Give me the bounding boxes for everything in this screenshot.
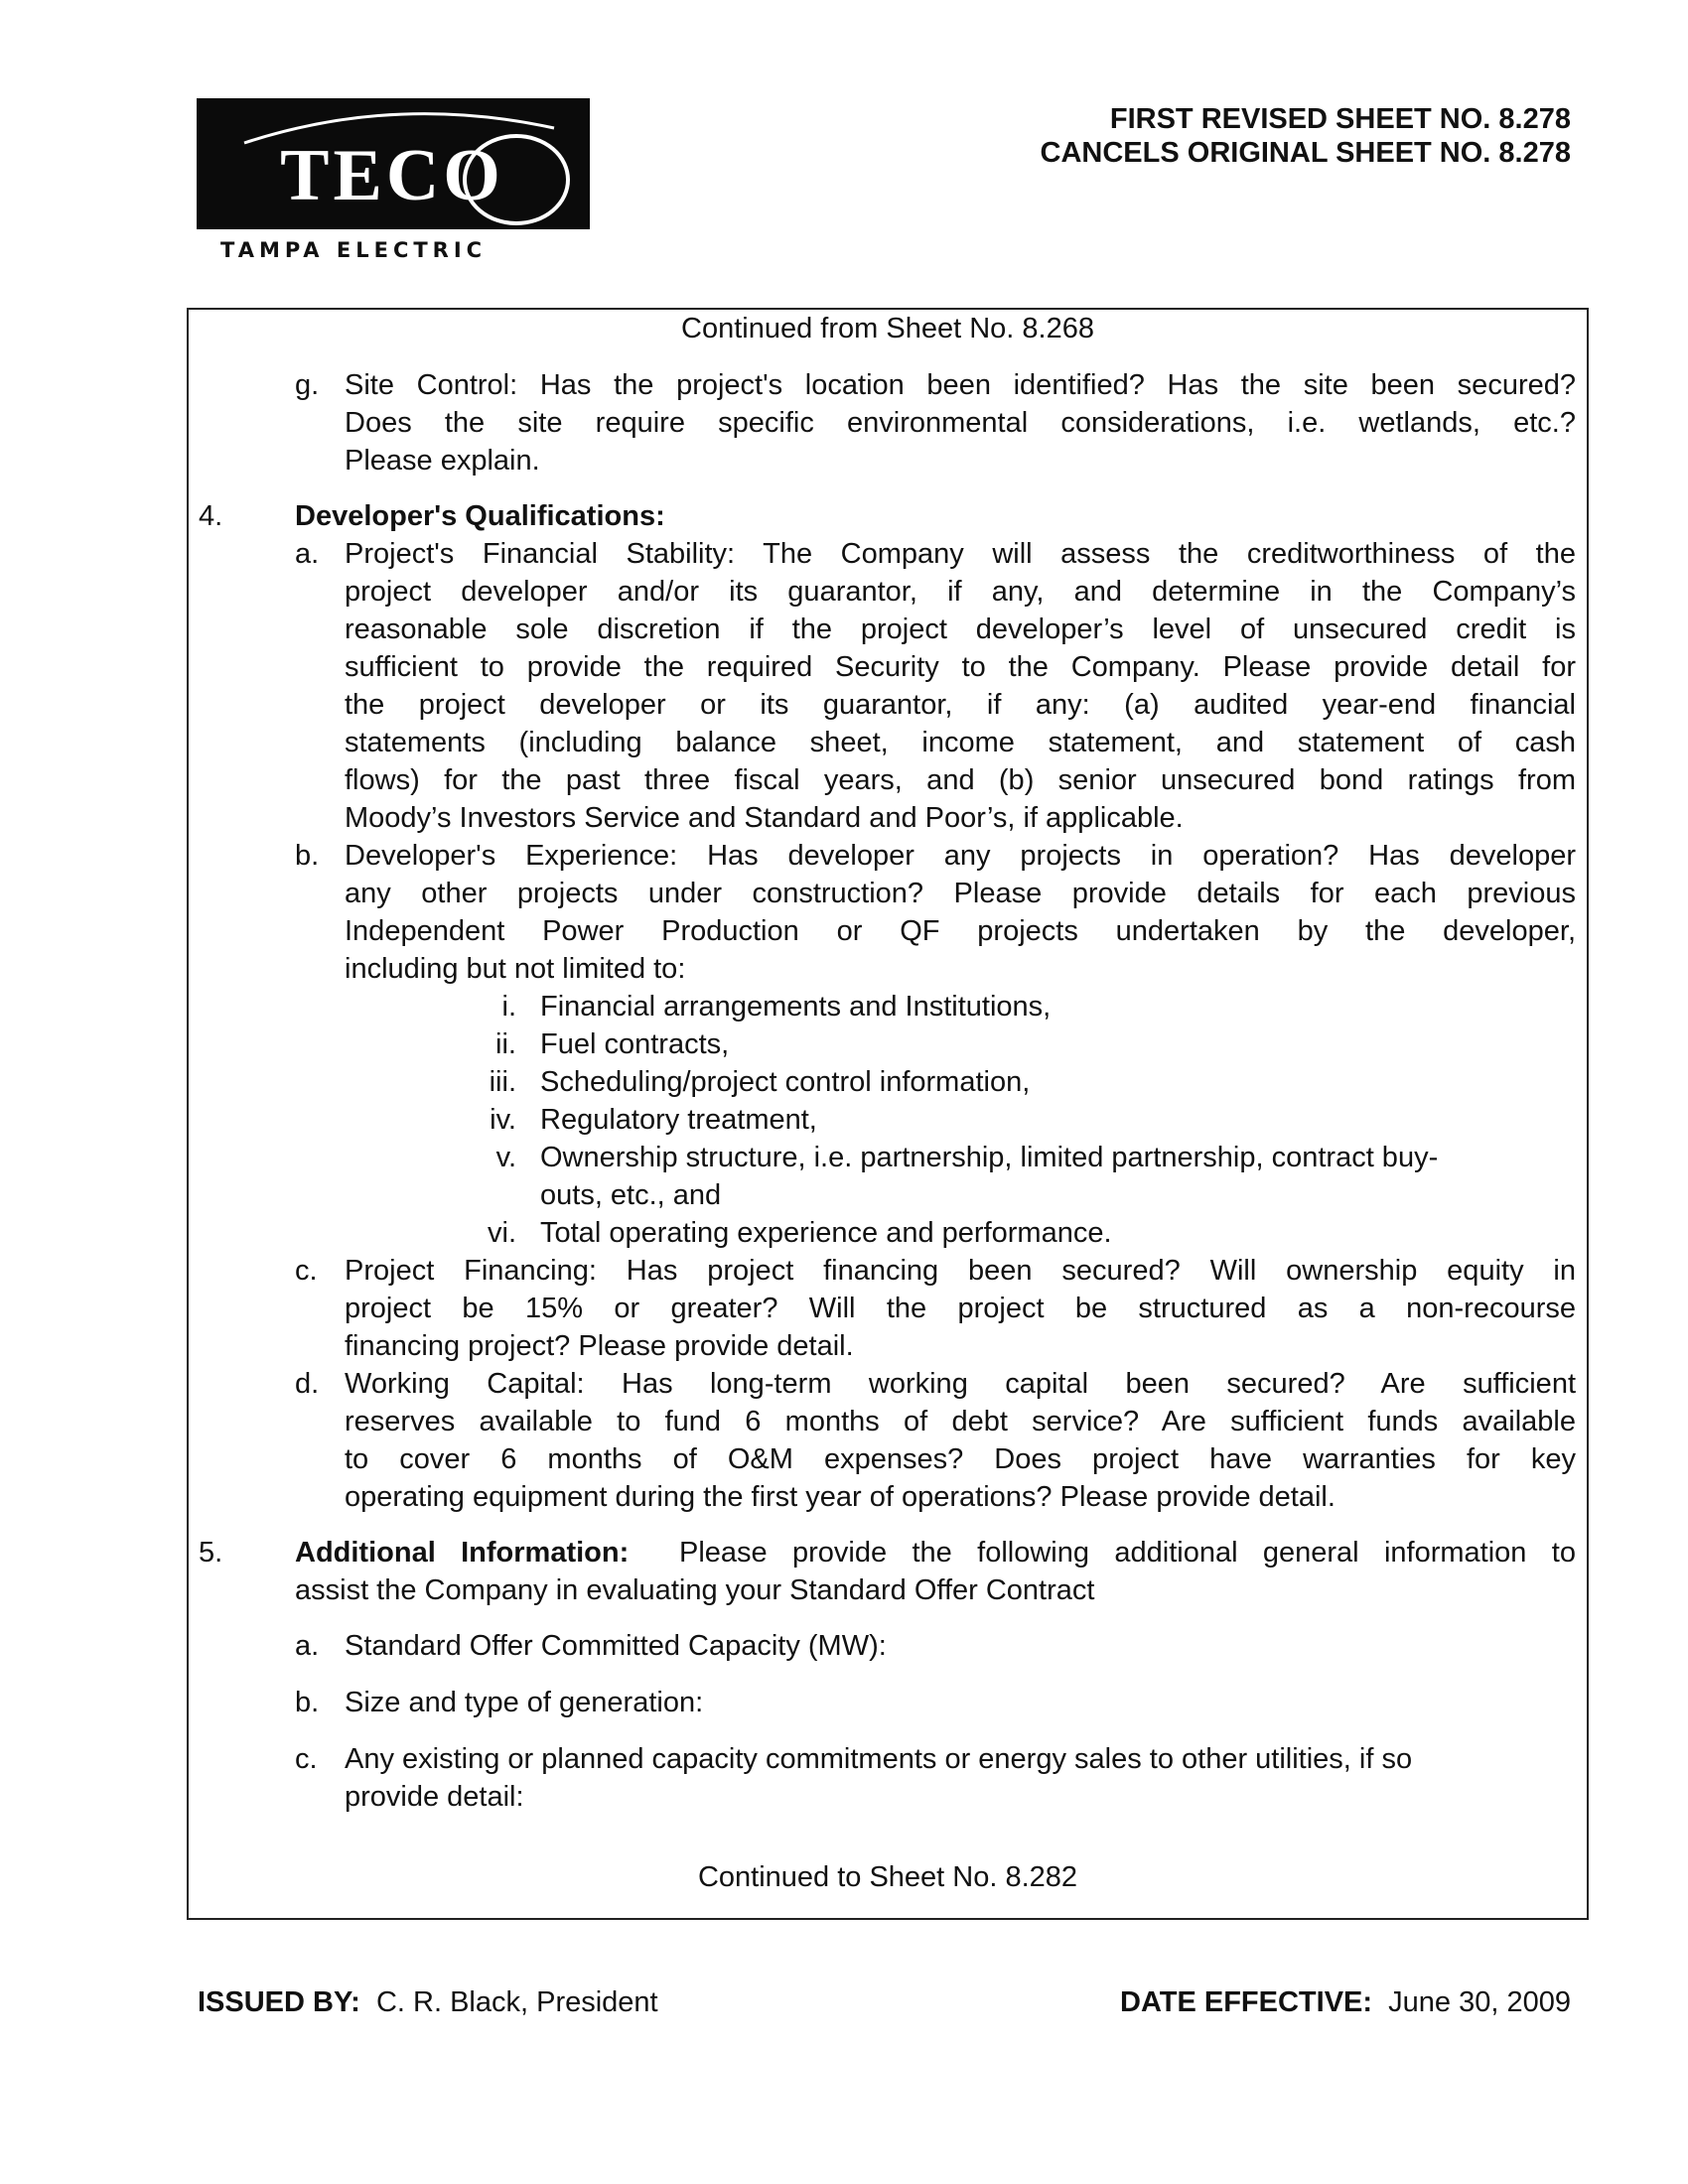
- roman-item-text: Financial arrangements and Institutions,: [540, 991, 1052, 1023]
- issued-by-value: C. R. Black, President: [375, 1986, 658, 2018]
- item-5c-line: provide detail:: [345, 1781, 524, 1813]
- logo-text: TECO: [280, 135, 504, 216]
- section-5-number: 5.: [199, 1537, 223, 1569]
- item-a-line: reasonable sole discretion if the project developer’s level of unsecured credit is: [345, 614, 1576, 645]
- item-c-line: project be 15% or greater? Will the project be structured as a non-recourse: [345, 1293, 1576, 1324]
- item-d-line: to cover 6 months of O&M expenses? Does project have warranties for key: [345, 1443, 1576, 1475]
- item-a-line: Project's Financial Stability: The Company will assess the creditworthiness of the: [345, 538, 1576, 570]
- continued-to: Continued to Sheet No. 8.282: [697, 1861, 1078, 1893]
- date-effective-label: DATE EFFECTIVE:: [1120, 1986, 1373, 2018]
- item-d-line: operating equipment during the first year of operations? Please provide detail.: [345, 1481, 1336, 1513]
- item-a-marker: a.: [295, 538, 320, 570]
- item-d-marker: d.: [295, 1368, 320, 1400]
- roman-numeral: iii.: [489, 1066, 516, 1098]
- issued-by: [198, 1983, 658, 2021]
- roman-item-text: Scheduling/project control information,: [540, 1066, 1031, 1098]
- item-a-line: project developer and/or its guarantor, if any, and determine in the Company’s: [345, 576, 1576, 608]
- logo-subtitle: TAMPA ELECTRIC: [220, 238, 488, 262]
- section-5-heading: Additional Information:: [295, 1537, 630, 1569]
- cancels-sheet: CANCELS ORIGINAL SHEET NO. 8.278: [1040, 137, 1571, 169]
- item-5b-marker: b.: [295, 1687, 320, 1718]
- item-d-line: reserves available to fund 6 months of debt service? Are sufficient funds available: [345, 1406, 1576, 1437]
- item-a-line: sufficient to provide the required Security to the Company. Please provide detail for: [345, 651, 1576, 683]
- item-a-line: the project developer or its guarantor, if any: (a) audited year-end financial: [345, 689, 1576, 721]
- item-g-line: Site Control: Has the project's location been identified? Has the site been secured?: [345, 369, 1576, 401]
- item-g-marker: g.: [295, 369, 320, 401]
- sheet-number: FIRST REVISED SHEET NO. 8.278: [1109, 103, 1571, 135]
- item-5a-text: Standard Offer Committed Capacity (MW):: [345, 1630, 887, 1662]
- item-5a-marker: a.: [295, 1630, 320, 1662]
- roman-item-text: Ownership structure, i.e. partnership, limited partnership, contract buy-: [540, 1142, 1439, 1173]
- item-5c-line: Any existing or planned capacity commitments or energy sales to other utilities, if so: [345, 1743, 1413, 1775]
- roman-numeral: v.: [495, 1142, 516, 1173]
- issued-by-label: ISSUED BY:: [198, 1986, 360, 2018]
- roman-item-text: Total operating experience and performance.: [540, 1217, 1112, 1249]
- section-4-heading: Developer's Qualifications:: [295, 500, 665, 532]
- item-b-line: any other projects under construction? Please provide details for each previous: [345, 878, 1576, 909]
- date-effective: [1120, 1983, 1571, 2021]
- section-5-first-line: [295, 1534, 1576, 1571]
- section-5-intro: Please provide the following additional general information to: [678, 1537, 1576, 1569]
- sheet-header: [1041, 102, 1571, 170]
- roman-numeral: i.: [501, 991, 516, 1023]
- roman-numeral: iv.: [490, 1104, 516, 1136]
- item-g-line: Please explain.: [345, 445, 540, 477]
- section-4-number: 4.: [199, 500, 223, 532]
- roman-numeral: vi.: [488, 1217, 516, 1249]
- date-effective-value: June 30, 2009: [1388, 1986, 1571, 2018]
- roman-numeral: ii.: [495, 1028, 516, 1060]
- item-5c-marker: c.: [295, 1743, 318, 1775]
- item-b-line: Developer's Experience: Has developer any projects in operation? Has developer: [345, 840, 1576, 872]
- section-5-intro-line: assist the Company in evaluating your Standard Offer Contract: [295, 1574, 1095, 1606]
- item-b-line: including but not limited to:: [345, 953, 686, 985]
- roman-item-text: Fuel contracts,: [540, 1028, 730, 1060]
- item-b-line: Independent Power Production or QF projects undertaken by the developer,: [345, 915, 1576, 947]
- item-c-line: financing project? Please provide detail.: [345, 1330, 854, 1362]
- item-d-line: Working Capital: Has long-term working capital been secured? Are sufficient: [345, 1368, 1576, 1400]
- item-c-marker: c.: [295, 1255, 318, 1287]
- company-logo: [197, 98, 590, 229]
- item-a-line: flows) for the past three fiscal years, and (b) senior unsecured bond ratings from: [345, 764, 1576, 796]
- continued-from: Continued from Sheet No. 8.268: [681, 313, 1094, 344]
- item-a-line: Moody’s Investors Service and Standard and Poor’s, if applicable.: [345, 802, 1184, 834]
- roman-item-text: outs, etc., and: [540, 1179, 722, 1211]
- item-g-line: Does the site require specific environmental considerations, i.e. wetlands, etc.?: [345, 407, 1576, 439]
- item-a-line: statements (including balance sheet, income statement, and statement of cash: [345, 727, 1576, 758]
- item-5b-text: Size and type of generation:: [345, 1687, 704, 1718]
- roman-item-text: Regulatory treatment,: [540, 1104, 817, 1136]
- item-b-marker: b.: [295, 840, 320, 872]
- item-c-line: Project Financing: Has project financing been secured? Will ownership equity in: [345, 1255, 1576, 1287]
